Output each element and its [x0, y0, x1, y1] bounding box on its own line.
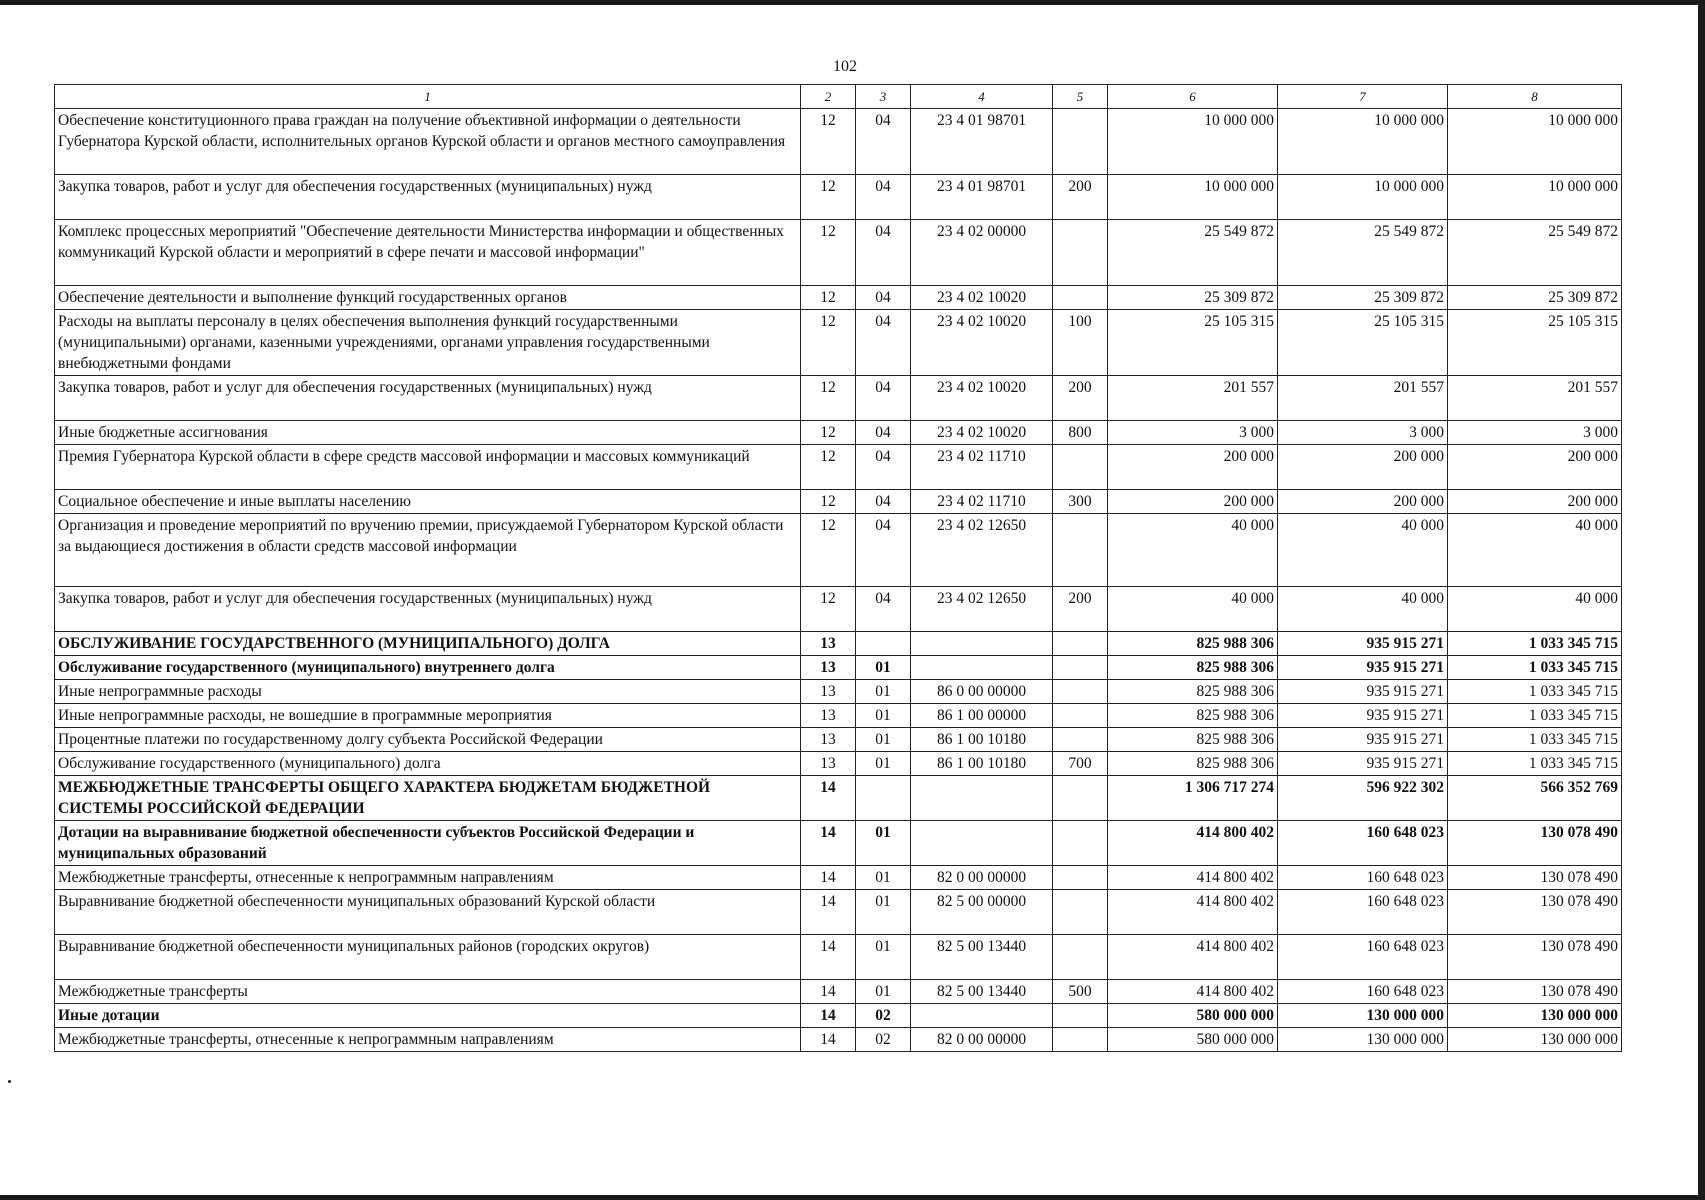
target-article-cell: 82 5 00 00000 [911, 890, 1053, 935]
expense-type-cell [1053, 776, 1108, 821]
amount-col8-cell: 1 033 345 715 [1448, 680, 1622, 704]
section-code-cell: 14 [801, 821, 856, 866]
target-article-cell: 23 4 02 12650 [911, 587, 1053, 632]
target-article-cell: 82 0 00 00000 [911, 866, 1053, 890]
expense-type-cell [1053, 680, 1108, 704]
section-code-cell: 14 [801, 1004, 856, 1028]
row-name-cell: Комплекс процессных мероприятий "Обеспечение деятельности Министерства информации и общественных коммуникаций Курской области и мероприятий в сфере печати и массовой информации" [55, 220, 801, 286]
table-row [55, 866, 1622, 890]
amount-col7-cell: 200 000 [1278, 490, 1448, 514]
expense-type-cell [1053, 704, 1108, 728]
amount-col6-cell: 825 988 306 [1108, 680, 1278, 704]
section-code-cell: 13 [801, 656, 856, 680]
target-article-cell [911, 1004, 1053, 1028]
amount-col6-cell: 40 000 [1108, 587, 1278, 632]
row-name-cell: Межбюджетные трансферты, отнесенные к непрограммным направлениям [55, 1028, 801, 1052]
target-article-cell: 23 4 01 98701 [911, 175, 1053, 220]
section-code-cell: 14 [801, 776, 856, 821]
table-body [55, 109, 1622, 1052]
amount-col8-cell: 130 000 000 [1448, 1028, 1622, 1052]
amount-col7-cell: 160 648 023 [1278, 866, 1448, 890]
amount-col7-cell: 160 648 023 [1278, 980, 1448, 1004]
expense-type-cell: 200 [1053, 175, 1108, 220]
subsection-code-cell [856, 776, 911, 821]
row-name-cell: Премия Губернатора Курской области в сфере средств массовой информации и массовых коммуникаций [55, 445, 801, 490]
subsection-code-cell: 01 [856, 704, 911, 728]
target-article-cell: 86 1 00 10180 [911, 728, 1053, 752]
amount-col7-cell: 596 922 302 [1278, 776, 1448, 821]
amount-col7-cell: 10 000 000 [1278, 175, 1448, 220]
section-code-cell: 12 [801, 421, 856, 445]
target-article-cell: 23 4 02 00000 [911, 220, 1053, 286]
row-name-cell: Расходы на выплаты персоналу в целях обеспечения выполнения функций государственными (муниципальными) органами, казенными учреждениями, органами управления государственными внебюджетными фондами [55, 310, 801, 376]
amount-col6-cell: 25 105 315 [1108, 310, 1278, 376]
table-row [55, 421, 1622, 445]
subsection-code-cell: 01 [856, 680, 911, 704]
amount-col8-cell: 10 000 000 [1448, 175, 1622, 220]
table-row [55, 310, 1622, 376]
amount-col8-cell: 25 309 872 [1448, 286, 1622, 310]
column-header: 5 [1053, 85, 1108, 109]
expense-type-cell [1053, 632, 1108, 656]
section-code-cell: 14 [801, 866, 856, 890]
row-name-cell: Процентные платежи по государственному долгу субъекта Российской Федерации [55, 728, 801, 752]
target-article-cell: 82 5 00 13440 [911, 980, 1053, 1004]
expense-type-cell [1053, 514, 1108, 587]
amount-col7-cell: 10 000 000 [1278, 109, 1448, 175]
amount-col8-cell: 3 000 [1448, 421, 1622, 445]
amount-col8-cell: 25 105 315 [1448, 310, 1622, 376]
row-name-cell: Закупка товаров, работ и услуг для обеспечения государственных (муниципальных) нужд [55, 376, 801, 421]
target-article-cell: 23 4 01 98701 [911, 109, 1053, 175]
amount-col6-cell: 825 988 306 [1108, 704, 1278, 728]
column-header: 1 [55, 85, 801, 109]
amount-col6-cell: 414 800 402 [1108, 866, 1278, 890]
subsection-code-cell: 04 [856, 445, 911, 490]
section-code-cell: 13 [801, 728, 856, 752]
subsection-code-cell: 04 [856, 587, 911, 632]
amount-col6-cell: 580 000 000 [1108, 1004, 1278, 1028]
amount-col7-cell: 935 915 271 [1278, 656, 1448, 680]
row-name-cell: Социальное обеспечение и иные выплаты населению [55, 490, 801, 514]
subsection-code-cell: 02 [856, 1028, 911, 1052]
section-code-cell: 14 [801, 980, 856, 1004]
amount-col8-cell: 130 078 490 [1448, 866, 1622, 890]
amount-col6-cell: 25 549 872 [1108, 220, 1278, 286]
expense-type-cell [1053, 656, 1108, 680]
amount-col7-cell: 25 309 872 [1278, 286, 1448, 310]
amount-col7-cell: 935 915 271 [1278, 704, 1448, 728]
budget-table [54, 84, 1622, 1052]
column-number-row [55, 85, 1622, 109]
row-name-cell: Организация и проведение мероприятий по вручению премии, присуждаемой Губернатором Курской области за выдающиеся достижения в области средств массовой информации [55, 514, 801, 587]
expense-type-cell [1053, 890, 1108, 935]
table-row [55, 109, 1622, 175]
row-name-cell: Иные непрограммные расходы [55, 680, 801, 704]
expense-type-cell: 500 [1053, 980, 1108, 1004]
subsection-code-cell: 01 [856, 752, 911, 776]
column-header: 4 [911, 85, 1053, 109]
amount-col8-cell: 10 000 000 [1448, 109, 1622, 175]
target-article-cell [911, 821, 1053, 866]
target-article-cell [911, 632, 1053, 656]
table-row [55, 776, 1622, 821]
table-row [55, 220, 1622, 286]
section-code-cell: 14 [801, 1028, 856, 1052]
table-row [55, 286, 1622, 310]
section-code-cell: 12 [801, 220, 856, 286]
amount-col8-cell: 1 033 345 715 [1448, 728, 1622, 752]
expense-type-cell [1053, 445, 1108, 490]
subsection-code-cell: 01 [856, 728, 911, 752]
row-name-cell: Межбюджетные трансферты, отнесенные к непрограммным направлениям [55, 866, 801, 890]
amount-col8-cell: 1 033 345 715 [1448, 656, 1622, 680]
amount-col6-cell: 414 800 402 [1108, 935, 1278, 980]
amount-col7-cell: 3 000 [1278, 421, 1448, 445]
row-name-cell: Выравнивание бюджетной обеспеченности муниципальных районов (городских округов) [55, 935, 801, 980]
subsection-code-cell: 04 [856, 109, 911, 175]
expense-type-cell [1053, 935, 1108, 980]
subsection-code-cell: 04 [856, 286, 911, 310]
row-name-cell: Межбюджетные трансферты [55, 980, 801, 1004]
expense-type-cell [1053, 821, 1108, 866]
section-code-cell: 13 [801, 632, 856, 656]
row-name-cell: Иные дотации [55, 1004, 801, 1028]
subsection-code-cell: 04 [856, 514, 911, 587]
amount-col6-cell: 414 800 402 [1108, 980, 1278, 1004]
expense-type-cell [1053, 1028, 1108, 1052]
scan-border-bottom [0, 1195, 1705, 1200]
row-name-cell: Обеспечение конституционного права граждан на получение объективной информации о деятельности Губернатора Курской области, исполнительных органов Курской области и органов местного самоуправления [55, 109, 801, 175]
target-article-cell: 82 5 00 13440 [911, 935, 1053, 980]
expense-type-cell [1053, 109, 1108, 175]
table-row [55, 490, 1622, 514]
table-row [55, 656, 1622, 680]
row-name-cell: МЕЖБЮДЖЕТНЫЕ ТРАНСФЕРТЫ ОБЩЕГО ХАРАКТЕРА БЮДЖЕТАМ БЮДЖЕТНОЙ СИСТЕМЫ РОССИЙСКОЙ ФЕДЕРАЦИИ [55, 776, 801, 821]
amount-col7-cell: 130 000 000 [1278, 1004, 1448, 1028]
column-header: 8 [1448, 85, 1622, 109]
row-name-cell: Закупка товаров, работ и услуг для обеспечения государственных (муниципальных) нужд [55, 175, 801, 220]
amount-col7-cell: 25 105 315 [1278, 310, 1448, 376]
amount-col6-cell: 825 988 306 [1108, 632, 1278, 656]
amount-col7-cell: 160 648 023 [1278, 890, 1448, 935]
subsection-code-cell: 04 [856, 310, 911, 376]
row-name-cell: ОБСЛУЖИВАНИЕ ГОСУДАРСТВЕННОГО (МУНИЦИПАЛЬНОГО) ДОЛГА [55, 632, 801, 656]
table-row [55, 728, 1622, 752]
section-code-cell: 13 [801, 704, 856, 728]
subsection-code-cell: 01 [856, 890, 911, 935]
subsection-code-cell: 01 [856, 935, 911, 980]
amount-col8-cell: 1 033 345 715 [1448, 632, 1622, 656]
target-article-cell: 23 4 02 12650 [911, 514, 1053, 587]
amount-col8-cell: 40 000 [1448, 514, 1622, 587]
amount-col7-cell: 935 915 271 [1278, 752, 1448, 776]
amount-col6-cell: 200 000 [1108, 490, 1278, 514]
subsection-code-cell: 04 [856, 490, 911, 514]
section-code-cell: 12 [801, 587, 856, 632]
section-code-cell: 12 [801, 109, 856, 175]
expense-type-cell: 100 [1053, 310, 1108, 376]
amount-col6-cell: 825 988 306 [1108, 656, 1278, 680]
amount-col8-cell: 25 549 872 [1448, 220, 1622, 286]
amount-col7-cell: 201 557 [1278, 376, 1448, 421]
amount-col6-cell: 580 000 000 [1108, 1028, 1278, 1052]
row-name-cell: Выравнивание бюджетной обеспеченности муниципальных образований Курской области [55, 890, 801, 935]
subsection-code-cell: 04 [856, 376, 911, 421]
amount-col8-cell: 200 000 [1448, 490, 1622, 514]
table-row [55, 632, 1622, 656]
row-name-cell: Обслуживание государственного (муниципального) долга [55, 752, 801, 776]
target-article-cell [911, 656, 1053, 680]
amount-col6-cell: 1 306 717 274 [1108, 776, 1278, 821]
amount-col7-cell: 40 000 [1278, 514, 1448, 587]
expense-type-cell [1053, 1004, 1108, 1028]
amount-col6-cell: 414 800 402 [1108, 821, 1278, 866]
amount-col6-cell: 414 800 402 [1108, 890, 1278, 935]
amount-col7-cell: 200 000 [1278, 445, 1448, 490]
amount-col6-cell: 10 000 000 [1108, 109, 1278, 175]
section-code-cell: 13 [801, 680, 856, 704]
amount-col7-cell: 40 000 [1278, 587, 1448, 632]
subsection-code-cell: 01 [856, 866, 911, 890]
amount-col8-cell: 130 078 490 [1448, 980, 1622, 1004]
subsection-code-cell: 01 [856, 980, 911, 1004]
section-code-cell: 13 [801, 752, 856, 776]
table-row [55, 980, 1622, 1004]
amount-col7-cell: 130 000 000 [1278, 1028, 1448, 1052]
amount-col6-cell: 10 000 000 [1108, 175, 1278, 220]
amount-col6-cell: 825 988 306 [1108, 728, 1278, 752]
amount-col8-cell: 566 352 769 [1448, 776, 1622, 821]
expense-type-cell [1053, 866, 1108, 890]
section-code-cell: 12 [801, 310, 856, 376]
amount-col7-cell: 935 915 271 [1278, 680, 1448, 704]
amount-col7-cell: 25 549 872 [1278, 220, 1448, 286]
subsection-code-cell: 01 [856, 821, 911, 866]
section-code-cell: 12 [801, 175, 856, 220]
amount-col6-cell: 200 000 [1108, 445, 1278, 490]
amount-col8-cell: 201 557 [1448, 376, 1622, 421]
amount-col8-cell: 130 078 490 [1448, 890, 1622, 935]
target-article-cell: 23 4 02 10020 [911, 376, 1053, 421]
scan-dot [8, 1080, 11, 1083]
target-article-cell: 86 1 00 00000 [911, 704, 1053, 728]
column-header: 3 [856, 85, 911, 109]
row-name-cell: Обслуживание государственного (муниципального) внутреннего долга [55, 656, 801, 680]
section-code-cell: 12 [801, 376, 856, 421]
amount-col8-cell: 130 078 490 [1448, 935, 1622, 980]
expense-type-cell: 200 [1053, 376, 1108, 421]
row-name-cell: Закупка товаров, работ и услуг для обеспечения государственных (муниципальных) нужд [55, 587, 801, 632]
section-code-cell: 12 [801, 286, 856, 310]
table-row [55, 752, 1622, 776]
target-article-cell: 23 4 02 10020 [911, 421, 1053, 445]
target-article-cell: 86 0 00 00000 [911, 680, 1053, 704]
expense-type-cell: 200 [1053, 587, 1108, 632]
table-row [55, 890, 1622, 935]
column-header: 6 [1108, 85, 1278, 109]
amount-col6-cell: 825 988 306 [1108, 752, 1278, 776]
target-article-cell [911, 776, 1053, 821]
scan-border-right [1698, 0, 1705, 1200]
subsection-code-cell: 02 [856, 1004, 911, 1028]
section-code-cell: 12 [801, 445, 856, 490]
column-header: 7 [1278, 85, 1448, 109]
table-row [55, 1028, 1622, 1052]
amount-col8-cell: 1 033 345 715 [1448, 752, 1622, 776]
target-article-cell: 23 4 02 11710 [911, 490, 1053, 514]
amount-col6-cell: 3 000 [1108, 421, 1278, 445]
section-code-cell: 12 [801, 490, 856, 514]
amount-col6-cell: 40 000 [1108, 514, 1278, 587]
table-row [55, 821, 1622, 866]
expense-type-cell [1053, 728, 1108, 752]
page-number: 102 [833, 58, 857, 75]
section-code-cell: 14 [801, 935, 856, 980]
amount-col8-cell: 200 000 [1448, 445, 1622, 490]
amount-col7-cell: 935 915 271 [1278, 632, 1448, 656]
amount-col7-cell: 160 648 023 [1278, 821, 1448, 866]
amount-col8-cell: 130 000 000 [1448, 1004, 1622, 1028]
amount-col8-cell: 40 000 [1448, 587, 1622, 632]
subsection-code-cell [856, 632, 911, 656]
target-article-cell: 82 0 00 00000 [911, 1028, 1053, 1052]
section-code-cell: 12 [801, 514, 856, 587]
expense-type-cell: 800 [1053, 421, 1108, 445]
row-name-cell: Дотации на выравнивание бюджетной обеспеченности субъектов Российской Федерации и муниципальных образований [55, 821, 801, 866]
amount-col7-cell: 160 648 023 [1278, 935, 1448, 980]
expense-type-cell: 700 [1053, 752, 1108, 776]
amount-col6-cell: 201 557 [1108, 376, 1278, 421]
amount-col7-cell: 935 915 271 [1278, 728, 1448, 752]
expense-type-cell [1053, 286, 1108, 310]
subsection-code-cell: 04 [856, 421, 911, 445]
table-row [55, 935, 1622, 980]
target-article-cell: 86 1 00 10180 [911, 752, 1053, 776]
table-row [55, 376, 1622, 421]
target-article-cell: 23 4 02 10020 [911, 286, 1053, 310]
scan-border-top [0, 0, 1705, 5]
amount-col6-cell: 25 309 872 [1108, 286, 1278, 310]
target-article-cell: 23 4 02 11710 [911, 445, 1053, 490]
expense-type-cell: 300 [1053, 490, 1108, 514]
table-row [55, 704, 1622, 728]
row-name-cell: Иные непрограммные расходы, не вошедшие в программные мероприятия [55, 704, 801, 728]
table-row [55, 587, 1622, 632]
expense-type-cell [1053, 220, 1108, 286]
amount-col8-cell: 1 033 345 715 [1448, 704, 1622, 728]
table-row [55, 1004, 1622, 1028]
column-header: 2 [801, 85, 856, 109]
row-name-cell: Обеспечение деятельности и выполнение функций государственных органов [55, 286, 801, 310]
subsection-code-cell: 04 [856, 220, 911, 286]
section-code-cell: 14 [801, 890, 856, 935]
target-article-cell: 23 4 02 10020 [911, 310, 1053, 376]
table-row [55, 514, 1622, 587]
row-name-cell: Иные бюджетные ассигнования [55, 421, 801, 445]
table-row [55, 175, 1622, 220]
subsection-code-cell: 04 [856, 175, 911, 220]
amount-col8-cell: 130 078 490 [1448, 821, 1622, 866]
table-row [55, 680, 1622, 704]
table-row [55, 445, 1622, 490]
subsection-code-cell: 01 [856, 656, 911, 680]
